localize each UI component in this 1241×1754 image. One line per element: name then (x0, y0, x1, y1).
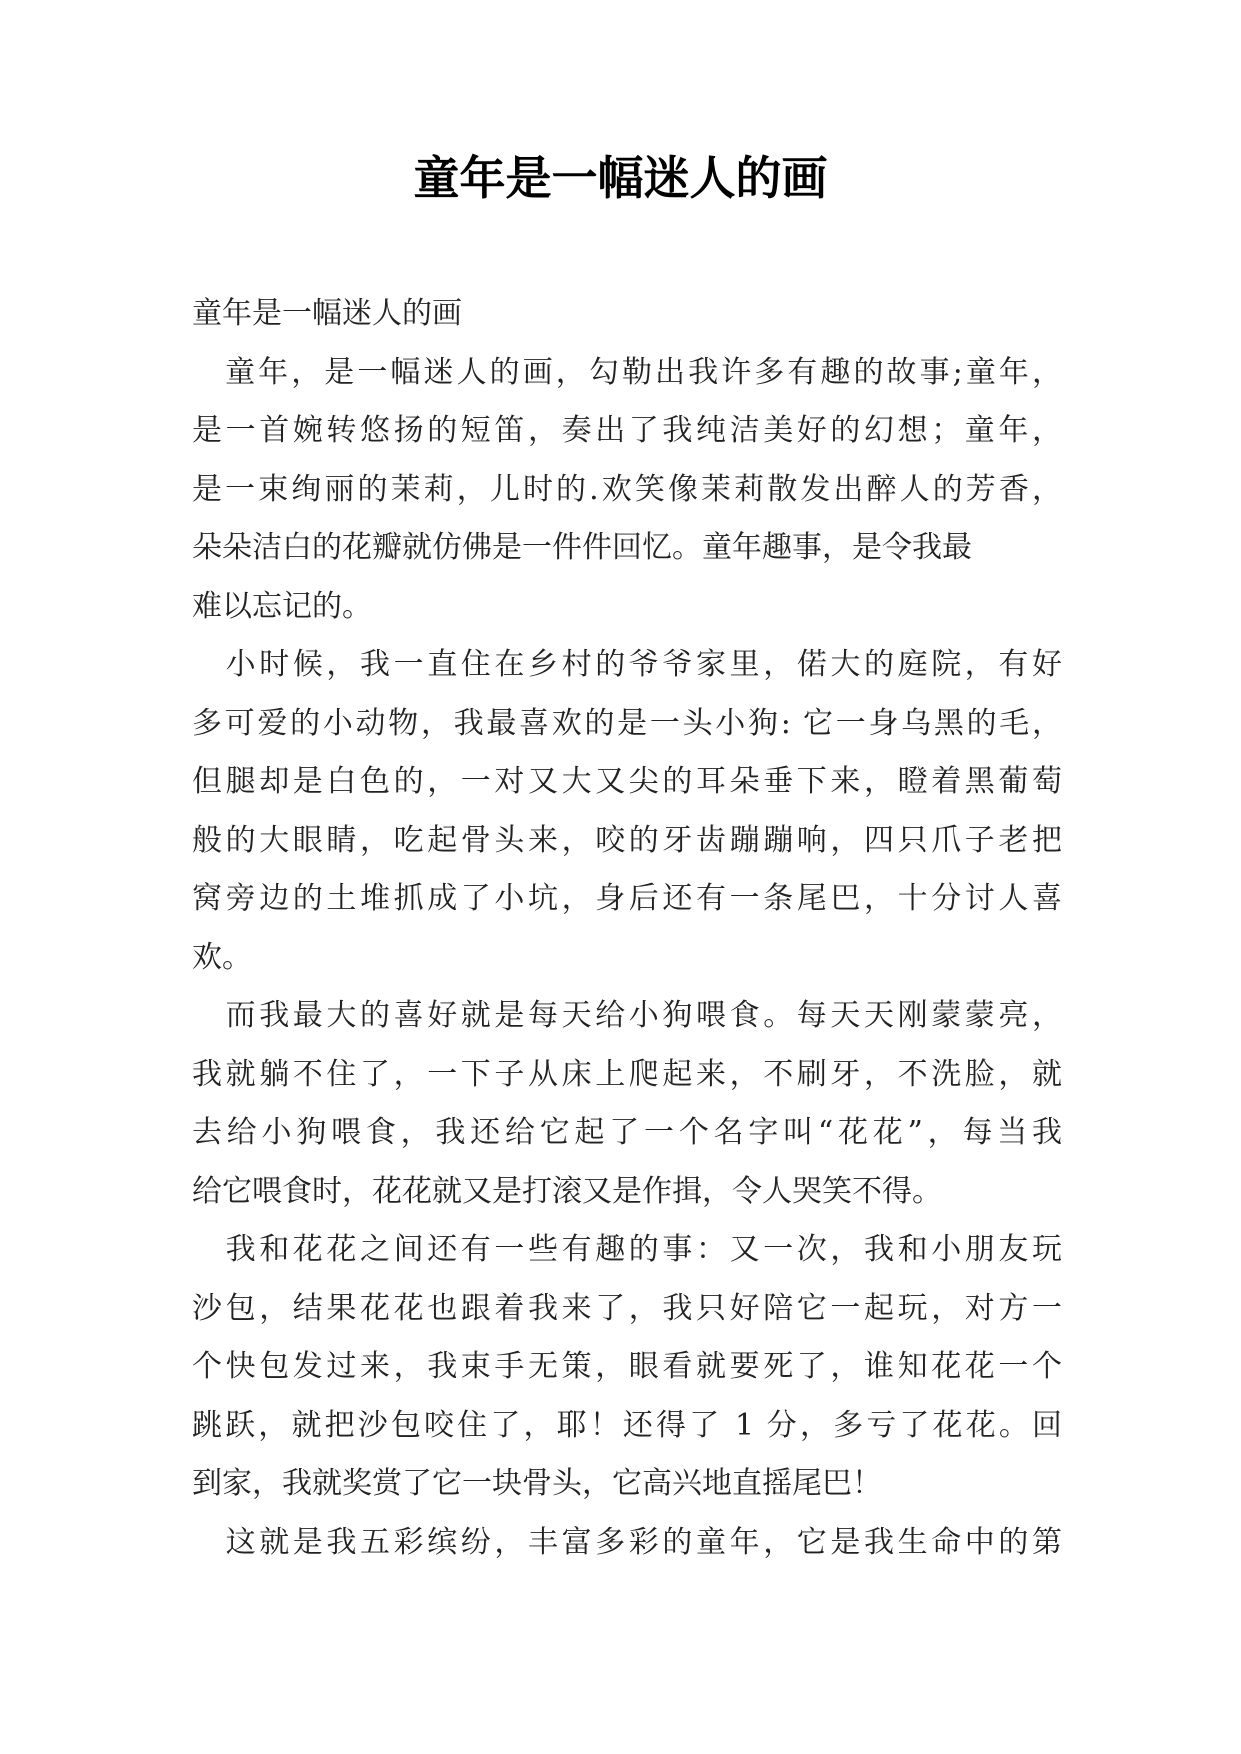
body-line: 个快包发过来，我束手无策，眼看就要死了，谁知花花一个 (192, 1349, 1062, 1384)
body-line: 小时候，我一直住在乡村的爷爷家里，偌大的庭院，有好 (192, 647, 1062, 682)
body-line: 是一首婉转悠扬的短笛，奏出了我纯洁美好的幻想；童年， (192, 413, 1062, 448)
body-line: 我和花花之间还有一些有趣的事：又一次，我和小朋友玩 (192, 1232, 1062, 1267)
body-line: 般的大眼睛，吃起骨头来，咬的牙齿蹦蹦响，四只爪子老把 (192, 822, 1062, 858)
body-line: 童年是一幅迷人的画 (192, 296, 462, 331)
body-line: 去给小狗喂食，我还给它起了一个名字叫“花花”，每当我 (192, 1115, 1062, 1150)
body-line: 窝旁边的土堆抓成了小坑，身后还有一条尾巴，十分讨人喜 (192, 881, 1062, 916)
body-line: 但腿却是白色的，一对又大又尖的耳朵垂下来，瞪着黑葡萄 (192, 764, 1062, 799)
body-line: 而我最大的喜好就是每天给小狗喂食。每天天刚蒙蒙亮， (192, 998, 1062, 1033)
body-line: 跳跃，就把沙包咬住了，耶！还得了 1 分，多亏了花花。回 (192, 1407, 1062, 1443)
body-line: 难以忘记的。 (192, 588, 372, 624)
document-title: 童年是一幅迷人的画 (413, 151, 828, 205)
body-line: 到家，我就奖赏了它一块骨头，它高兴地直摇尾巴！ (192, 1466, 882, 1501)
body-line: 我就躺不住了，一下子从床上爬起来，不刷牙，不洗脸，就 (192, 1056, 1062, 1092)
document-body (192, 285, 1062, 1572)
body-line: 多可爱的小动物，我最喜欢的是一头小狗: 它一身乌黑的毛， (192, 705, 1062, 741)
body-line: 给它喂食时，花花就又是打滚又是作揖，令人哭笑不得。 (192, 1173, 942, 1209)
body-line: 这就是我五彩缤纷，丰富多彩的童年，它是我生命中的第 (192, 1524, 1062, 1560)
body-line: 是一束绚丽的茉莉，儿时的.欢笑像茉莉散发出醉人的芳香， (192, 471, 1062, 507)
body-line: 欢。 (192, 939, 252, 975)
body-line: 朵朵洁白的花瓣就仿佛是一件件回忆。童年趣事，是令我最 (192, 530, 972, 565)
body-line: 沙包，结果花花也跟着我来了，我只好陪它一起玩，对方一 (192, 1290, 1062, 1326)
body-line: 童年，是一幅迷人的画，勾勒出我许多有趣的故事;童年， (192, 354, 1062, 390)
